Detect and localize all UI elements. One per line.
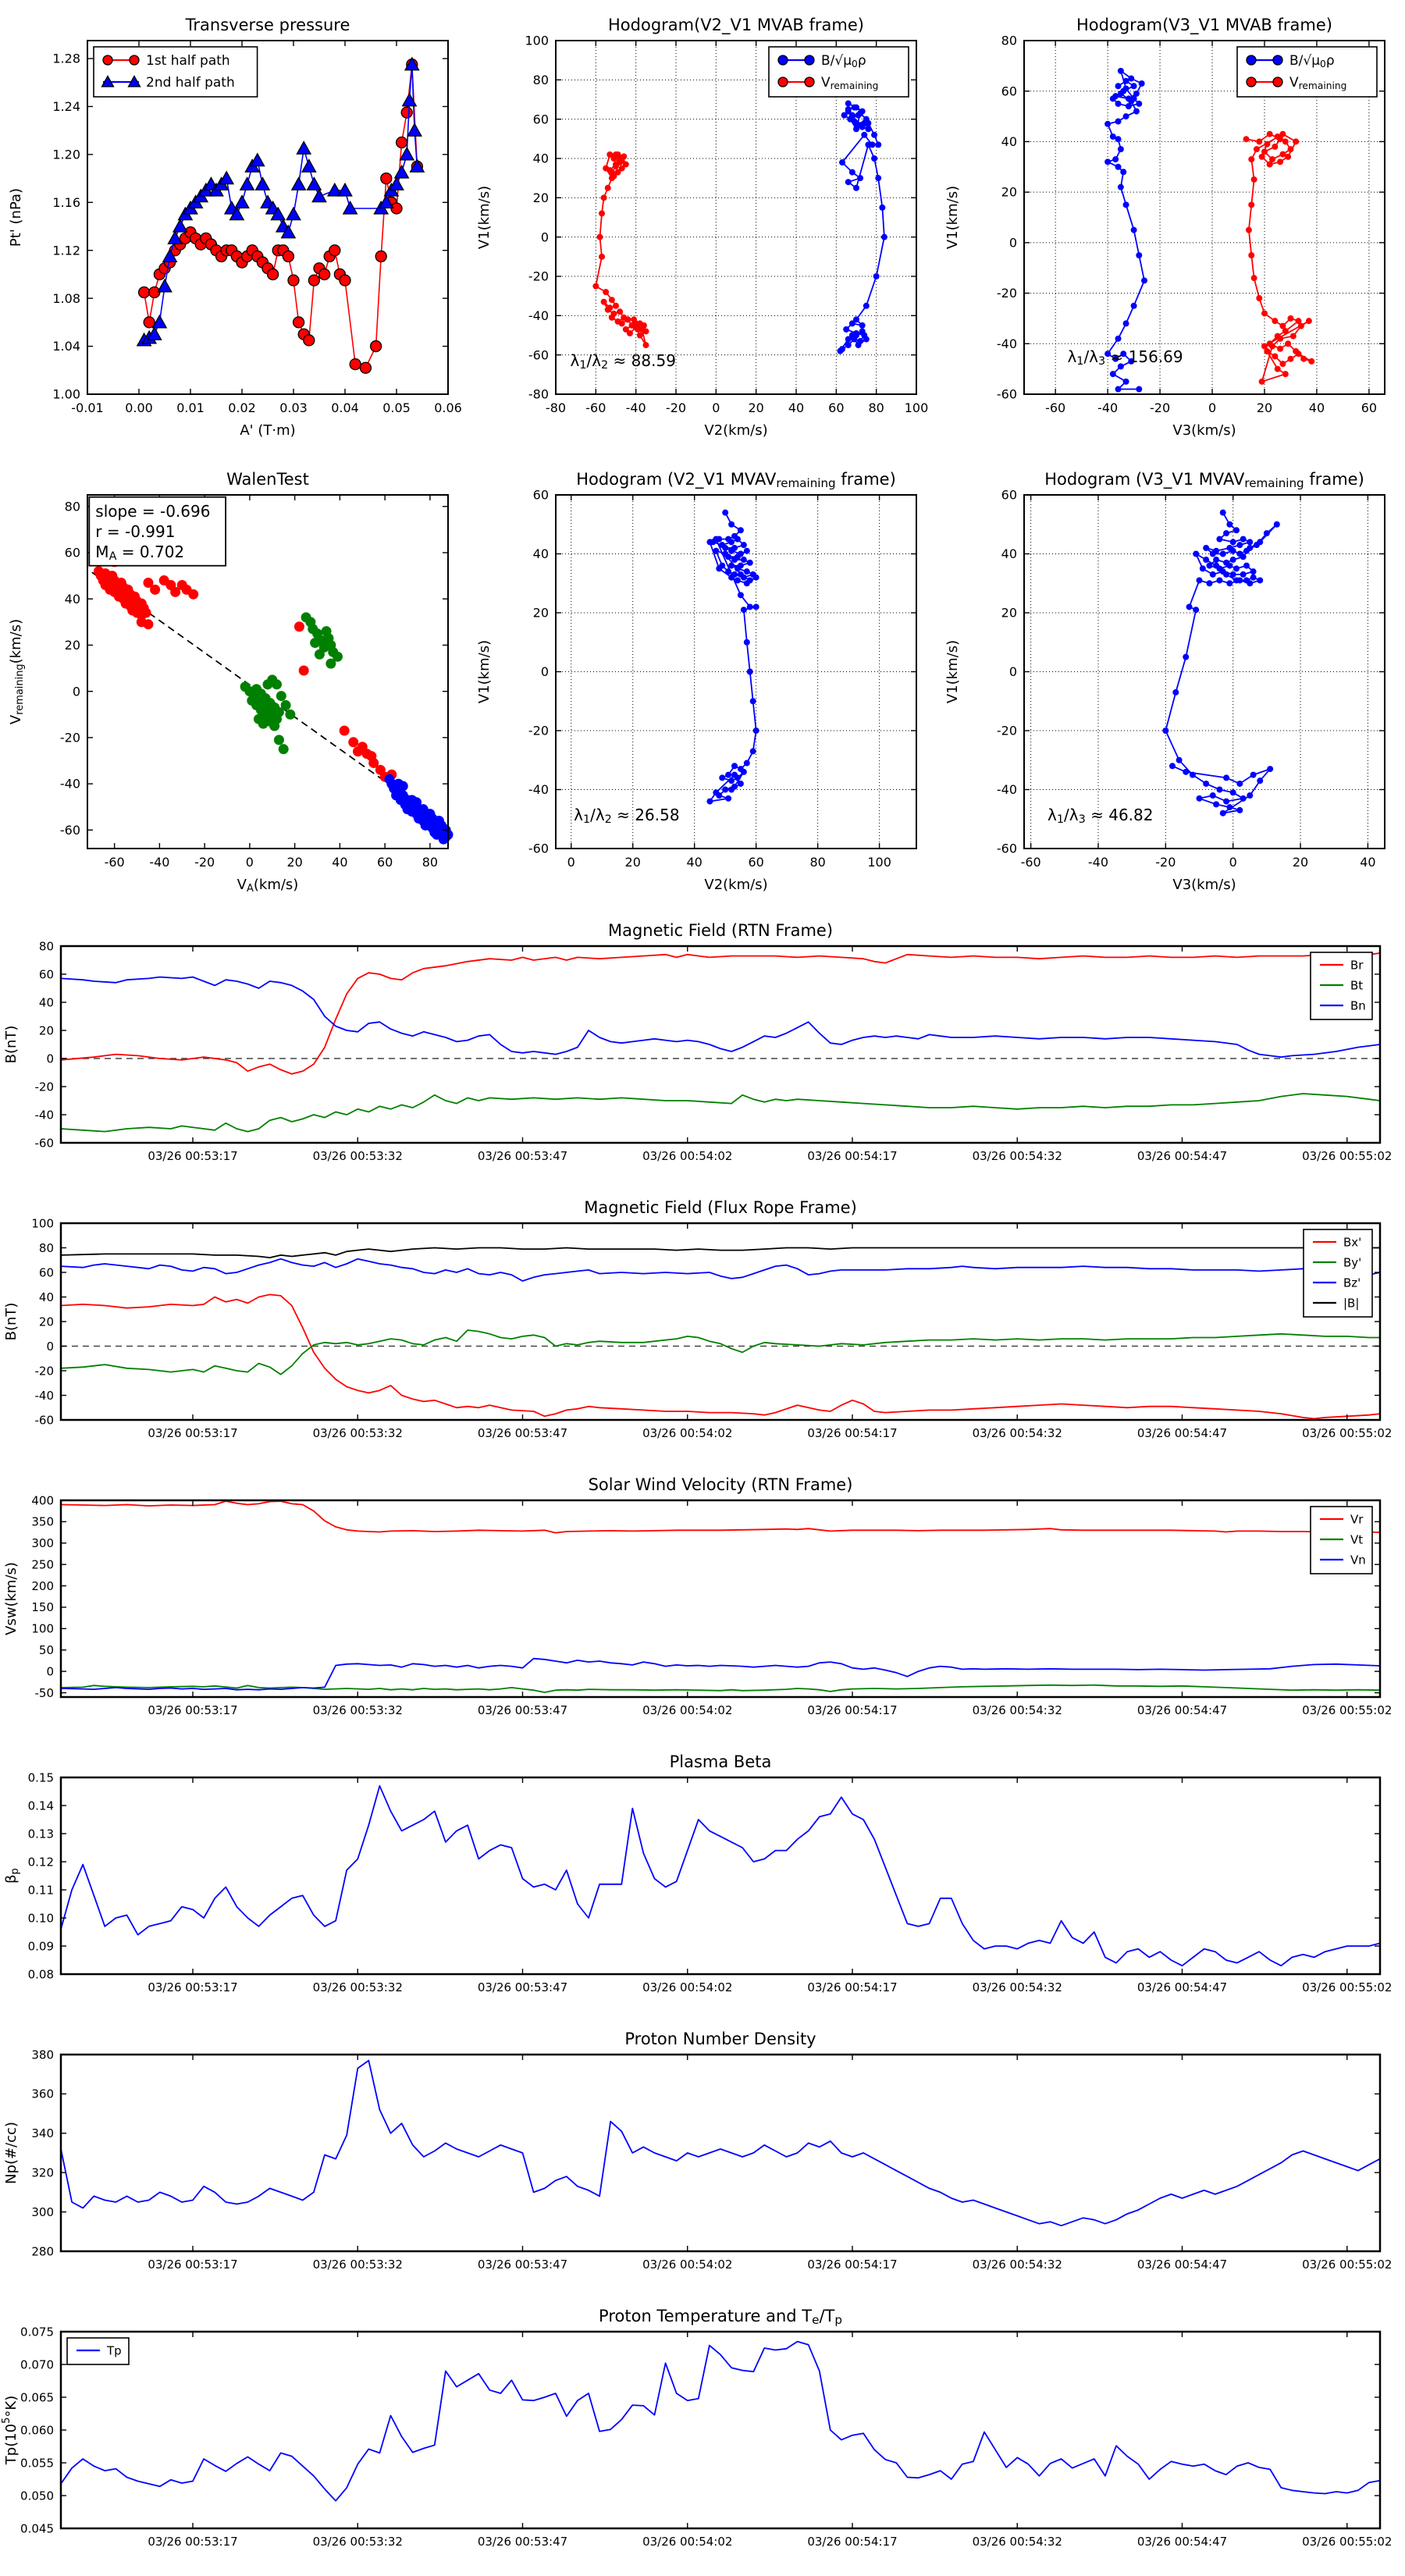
- svg-text:20: 20: [1001, 605, 1017, 621]
- svg-text:λ1/λ3 ≈ 46.82: λ1/λ3 ≈ 46.82: [1048, 805, 1154, 826]
- svg-text:60: 60: [38, 967, 54, 982]
- svg-text:-40: -40: [34, 1108, 54, 1123]
- svg-text:Proton Temperature and Te/Tp: Proton Temperature and Te/Tp: [599, 2307, 842, 2328]
- svg-text:2nd half path: 2nd half path: [146, 75, 235, 91]
- proton-density-chart: [0, 2017, 1405, 2294]
- svg-text:Vsw(km/s): Vsw(km/s): [3, 1562, 20, 1635]
- svg-text:-40: -40: [996, 782, 1017, 798]
- svg-text:0.14: 0.14: [27, 1799, 54, 1813]
- svg-text:-40: -40: [528, 308, 549, 323]
- svg-text:60: 60: [1001, 84, 1017, 99]
- svg-text:20: 20: [624, 855, 641, 870]
- svg-text:80: 80: [809, 855, 826, 870]
- svg-text:03/26 00:54:17: 03/26 00:54:17: [807, 1703, 898, 1717]
- proton-temperature-chart: [0, 2294, 1405, 2571]
- svg-text:20: 20: [748, 400, 764, 415]
- svg-text:0.15: 0.15: [27, 1770, 54, 1785]
- svg-text:-80: -80: [528, 386, 549, 402]
- svg-text:V3(km/s): V3(km/s): [1172, 422, 1236, 439]
- svg-text:|B|: |B|: [1343, 1296, 1360, 1311]
- svg-text:-20: -20: [996, 723, 1017, 738]
- svg-text:80: 80: [868, 400, 884, 415]
- svg-text:-40: -40: [59, 776, 80, 792]
- svg-text:V1(km/s): V1(km/s): [476, 639, 493, 704]
- svg-text:0: 0: [46, 1051, 54, 1066]
- hodogram-v2v1-mvav-chart: [468, 454, 937, 909]
- svg-text:-20: -20: [1150, 400, 1171, 415]
- svg-text:0.12: 0.12: [27, 1855, 54, 1870]
- svg-text:λ1/λ3 ≈ 156.69: λ1/λ3 ≈ 156.69: [1067, 347, 1183, 368]
- svg-text:0: 0: [46, 1339, 54, 1354]
- svg-text:03/26 00:53:32: 03/26 00:53:32: [312, 1980, 403, 1994]
- svg-text:0.06: 0.06: [434, 400, 462, 415]
- svg-text:03/26 00:54:47: 03/26 00:54:47: [1136, 1980, 1228, 1994]
- svg-text:-20: -20: [528, 269, 549, 284]
- svg-text:-60: -60: [34, 1136, 54, 1151]
- svg-text:03/26 00:53:17: 03/26 00:53:17: [148, 1149, 238, 1163]
- svg-text:03/26 00:53:17: 03/26 00:53:17: [148, 1980, 238, 1994]
- svg-text:350: 350: [31, 1514, 54, 1529]
- svg-text:Bx': Bx': [1343, 1235, 1362, 1250]
- svg-text:Bz': Bz': [1343, 1276, 1361, 1290]
- svg-text:-60: -60: [528, 841, 549, 856]
- svg-text:40: 40: [532, 546, 549, 562]
- plasma-beta-chart: [0, 1740, 1405, 2017]
- svg-text:V3(km/s): V3(km/s): [1172, 877, 1236, 893]
- svg-text:Bt: Bt: [1350, 978, 1364, 993]
- svg-text:03/26 00:53:47: 03/26 00:53:47: [477, 2258, 568, 2272]
- svg-text:03/26 00:55:02: 03/26 00:55:02: [1302, 1149, 1393, 1163]
- hodogram-v3v1-mvav-chart: [937, 454, 1405, 909]
- svg-text:-60: -60: [528, 347, 549, 363]
- svg-text:Transverse pressure: Transverse pressure: [185, 16, 350, 34]
- solar-wind-velocity-chart: [0, 1463, 1405, 1740]
- svg-text:Vn: Vn: [1350, 1553, 1366, 1567]
- magnetic-field-rtn-chart: [0, 909, 1405, 1186]
- svg-text:40: 40: [1001, 546, 1017, 562]
- svg-text:03/26 00:54:17: 03/26 00:54:17: [807, 1980, 898, 1994]
- svg-text:03/26 00:55:02: 03/26 00:55:02: [1302, 2258, 1393, 2272]
- svg-text:380: 380: [31, 2048, 54, 2062]
- svg-text:03/26 00:54:17: 03/26 00:54:17: [807, 2258, 898, 2272]
- svg-text:Plasma Beta: Plasma Beta: [669, 1752, 772, 1771]
- svg-text:250: 250: [31, 1557, 54, 1572]
- svg-text:03/26 00:53:32: 03/26 00:53:32: [312, 2258, 403, 2272]
- svg-text:Vremaining: Vremaining: [1289, 75, 1347, 91]
- svg-text:03/26 00:53:32: 03/26 00:53:32: [312, 2535, 403, 2549]
- svg-text:40: 40: [64, 591, 80, 607]
- svg-text:60: 60: [532, 487, 549, 503]
- svg-text:1.04: 1.04: [52, 339, 80, 354]
- svg-text:slope = -0.696: slope = -0.696: [95, 501, 211, 521]
- svg-text:20: 20: [1001, 184, 1017, 200]
- svg-text:20: 20: [1256, 400, 1273, 415]
- svg-text:V1(km/s): V1(km/s): [944, 185, 961, 250]
- svg-text:-40: -40: [1087, 855, 1109, 870]
- svg-text:B/√μ0ρ: B/√μ0ρ: [821, 53, 866, 69]
- svg-text:1.20: 1.20: [52, 147, 80, 162]
- svg-text:40: 40: [1001, 134, 1017, 150]
- svg-text:1.00: 1.00: [52, 386, 80, 402]
- svg-text:Hodogram(V3_V1 MVAB frame): Hodogram(V3_V1 MVAB frame): [1076, 16, 1332, 34]
- svg-text:20: 20: [532, 190, 549, 205]
- walen-test-chart: [0, 454, 468, 909]
- svg-text:-60: -60: [104, 855, 125, 870]
- svg-text:-60: -60: [996, 386, 1017, 402]
- svg-text:-60: -60: [585, 400, 606, 415]
- svg-text:03/26 00:53:32: 03/26 00:53:32: [312, 1426, 403, 1440]
- svg-text:0.01: 0.01: [176, 400, 205, 415]
- top-row-1: [0, 0, 1405, 454]
- svg-text:40: 40: [38, 1290, 54, 1304]
- svg-text:Vr: Vr: [1350, 1512, 1364, 1527]
- svg-text:-20: -20: [1155, 855, 1176, 870]
- svg-text:0.075: 0.075: [20, 2325, 54, 2339]
- svg-text:βp: βp: [3, 1868, 21, 1884]
- svg-text:60: 60: [64, 545, 80, 560]
- svg-text:0.02: 0.02: [228, 400, 256, 415]
- svg-text:03/26 00:54:17: 03/26 00:54:17: [807, 2535, 898, 2549]
- svg-text:200: 200: [31, 1578, 54, 1593]
- svg-text:Hodogram (V3_V1 MVAVremaining: Hodogram (V3_V1 MVAVremaining frame): [1044, 470, 1364, 491]
- svg-text:0: 0: [72, 684, 80, 699]
- svg-text:100: 100: [525, 33, 549, 48]
- svg-text:20: 20: [286, 855, 303, 870]
- svg-text:20: 20: [38, 1315, 54, 1329]
- svg-text:100: 100: [31, 1621, 54, 1636]
- svg-text:0.03: 0.03: [279, 400, 308, 415]
- svg-text:60: 60: [748, 855, 764, 870]
- svg-text:1.28: 1.28: [52, 51, 80, 66]
- svg-text:03/26 00:53:17: 03/26 00:53:17: [148, 2258, 238, 2272]
- svg-text:03/26 00:54:47: 03/26 00:54:47: [1136, 1149, 1228, 1163]
- svg-text:-20: -20: [996, 286, 1017, 301]
- svg-text:50: 50: [38, 1642, 54, 1657]
- svg-text:0.00: 0.00: [125, 400, 153, 415]
- svg-text:60: 60: [38, 1265, 54, 1280]
- svg-text:150: 150: [31, 1600, 54, 1615]
- svg-text:03/26 00:54:47: 03/26 00:54:47: [1136, 1426, 1228, 1440]
- svg-text:1st half path: 1st half path: [146, 53, 230, 69]
- svg-text:Magnetic Field (RTN Frame): Magnetic Field (RTN Frame): [607, 921, 834, 940]
- svg-text:-60: -60: [34, 1413, 54, 1428]
- svg-text:B(nT): B(nT): [3, 1302, 20, 1341]
- svg-text:V1(km/s): V1(km/s): [476, 185, 493, 250]
- svg-text:B/√μ0ρ: B/√μ0ρ: [1289, 53, 1335, 69]
- svg-text:0: 0: [1008, 664, 1017, 680]
- svg-text:0: 0: [1208, 400, 1217, 415]
- svg-text:-80: -80: [545, 400, 567, 415]
- svg-text:40: 40: [1308, 400, 1325, 415]
- svg-text:-50: -50: [34, 1685, 54, 1700]
- svg-text:Hodogram(V2_V1 MVAB frame): Hodogram(V2_V1 MVAB frame): [608, 16, 864, 34]
- svg-text:80: 80: [38, 939, 54, 954]
- svg-text:0.045: 0.045: [20, 2521, 54, 2536]
- svg-text:03/26 00:54:32: 03/26 00:54:32: [972, 1426, 1062, 1440]
- svg-text:V2(km/s): V2(km/s): [704, 422, 768, 439]
- svg-text:-20: -20: [665, 400, 687, 415]
- svg-text:Vremaining(km/s): Vremaining(km/s): [8, 618, 26, 725]
- svg-text:VA(km/s): VA(km/s): [237, 877, 299, 895]
- svg-text:03/26 00:55:02: 03/26 00:55:02: [1302, 1426, 1393, 1440]
- magnetic-field-flux-rope-chart: [0, 1186, 1405, 1463]
- svg-text:03/26 00:53:47: 03/26 00:53:47: [477, 1980, 568, 1994]
- svg-text:-40: -40: [528, 782, 549, 798]
- svg-text:40: 40: [532, 151, 549, 166]
- transverse-pressure-chart: [0, 0, 468, 454]
- svg-text:03/26 00:54:47: 03/26 00:54:47: [1136, 1703, 1228, 1717]
- svg-text:03/26 00:54:02: 03/26 00:54:02: [642, 2258, 733, 2272]
- svg-text:Br: Br: [1350, 958, 1364, 973]
- svg-text:0: 0: [540, 664, 549, 680]
- svg-text:-40: -40: [34, 1388, 54, 1403]
- svg-text:300: 300: [31, 1536, 54, 1551]
- svg-text:1.24: 1.24: [52, 99, 80, 115]
- svg-text:0: 0: [712, 400, 720, 415]
- svg-text:03/26 00:53:47: 03/26 00:53:47: [477, 1703, 568, 1717]
- svg-text:0: 0: [46, 1664, 54, 1679]
- svg-text:03/26 00:55:02: 03/26 00:55:02: [1302, 1980, 1393, 1994]
- svg-text:0.08: 0.08: [27, 1967, 54, 1982]
- svg-text:A' (T·m): A' (T·m): [240, 422, 296, 439]
- svg-text:40: 40: [788, 400, 805, 415]
- svg-text:100: 100: [867, 855, 891, 870]
- svg-text:0.11: 0.11: [27, 1883, 54, 1898]
- svg-text:V1(km/s): V1(km/s): [944, 639, 961, 704]
- svg-text:03/26 00:54:32: 03/26 00:54:32: [972, 1149, 1062, 1163]
- svg-text:280: 280: [31, 2244, 54, 2259]
- svg-text:0.04: 0.04: [331, 400, 359, 415]
- svg-text:-20: -20: [34, 1080, 54, 1094]
- svg-text:-20: -20: [528, 723, 549, 738]
- svg-text:0.065: 0.065: [20, 2390, 54, 2405]
- svg-text:80: 80: [38, 1240, 54, 1255]
- svg-text:03/26 00:53:17: 03/26 00:53:17: [148, 1426, 238, 1440]
- svg-text:0: 0: [567, 855, 575, 870]
- svg-text:60: 60: [532, 112, 549, 127]
- svg-text:360: 360: [31, 2087, 54, 2101]
- svg-text:80: 80: [422, 855, 439, 870]
- svg-text:Tp: Tp: [107, 2343, 122, 2358]
- svg-text:03/26 00:53:17: 03/26 00:53:17: [148, 2535, 238, 2549]
- svg-text:400: 400: [31, 1493, 54, 1508]
- svg-text:03/26 00:54:02: 03/26 00:54:02: [642, 1149, 733, 1163]
- svg-text:03/26 00:54:47: 03/26 00:54:47: [1136, 2535, 1228, 2549]
- svg-text:Solar Wind Velocity (RTN Frame: Solar Wind Velocity (RTN Frame): [588, 1475, 853, 1494]
- svg-text:0.050: 0.050: [20, 2489, 54, 2503]
- svg-text:r = -0.991: r = -0.991: [95, 521, 176, 541]
- svg-text:-40: -40: [149, 855, 170, 870]
- svg-text:03/26 00:53:17: 03/26 00:53:17: [148, 1703, 238, 1717]
- svg-text:Proton Number Density: Proton Number Density: [624, 2030, 816, 2048]
- svg-text:0: 0: [1229, 855, 1237, 870]
- svg-text:-40: -40: [996, 336, 1017, 351]
- svg-text:-20: -20: [59, 730, 80, 745]
- svg-text:0: 0: [1008, 235, 1017, 251]
- hodogram-v3v1-mvab-chart: [937, 0, 1405, 454]
- svg-text:λ1/λ2 ≈ 88.59: λ1/λ2 ≈ 88.59: [570, 350, 676, 372]
- svg-text:0.13: 0.13: [27, 1827, 54, 1841]
- svg-text:80: 80: [64, 499, 80, 514]
- svg-text:V2(km/s): V2(km/s): [704, 877, 768, 893]
- svg-text:1.16: 1.16: [52, 194, 80, 210]
- svg-text:-60: -60: [996, 841, 1017, 856]
- svg-text:-60: -60: [1020, 855, 1041, 870]
- svg-text:20: 20: [532, 605, 549, 621]
- svg-text:80: 80: [532, 72, 549, 87]
- svg-text:03/26 00:54:17: 03/26 00:54:17: [807, 1149, 898, 1163]
- svg-text:20: 20: [38, 1023, 54, 1038]
- svg-text:0.070: 0.070: [20, 2357, 54, 2372]
- svg-text:300: 300: [31, 2204, 54, 2219]
- svg-text:0: 0: [540, 229, 549, 245]
- svg-text:λ1/λ2 ≈ 26.58: λ1/λ2 ≈ 26.58: [574, 805, 680, 826]
- svg-text:0.05: 0.05: [382, 400, 411, 415]
- svg-text:0.09: 0.09: [27, 1939, 54, 1954]
- svg-text:By': By': [1343, 1255, 1362, 1270]
- svg-text:20: 20: [1292, 855, 1309, 870]
- svg-text:03/26 00:53:32: 03/26 00:53:32: [312, 1703, 403, 1717]
- svg-text:03/26 00:54:02: 03/26 00:54:02: [642, 1703, 733, 1717]
- svg-text:-40: -40: [1097, 400, 1119, 415]
- svg-text:03/26 00:53:47: 03/26 00:53:47: [477, 1149, 568, 1163]
- top-row-2: [0, 454, 1405, 909]
- svg-text:-20: -20: [194, 855, 215, 870]
- svg-text:03/26 00:53:32: 03/26 00:53:32: [312, 1149, 403, 1163]
- svg-text:03/26 00:53:47: 03/26 00:53:47: [477, 2535, 568, 2549]
- svg-text:0.10: 0.10: [27, 1911, 54, 1926]
- svg-text:Magnetic Field (Flux Rope Fram: Magnetic Field (Flux Rope Frame): [584, 1198, 857, 1217]
- svg-text:60: 60: [1361, 400, 1378, 415]
- hodogram-v2v1-mvab-chart: [468, 0, 937, 454]
- svg-text:Tp(105°K): Tp(105°K): [1, 2395, 20, 2465]
- svg-text:Vt: Vt: [1350, 1532, 1364, 1547]
- svg-text:100: 100: [904, 400, 929, 415]
- svg-text:WalenTest: WalenTest: [226, 470, 309, 489]
- svg-text:-60: -60: [59, 822, 80, 838]
- svg-text:03/26 00:55:02: 03/26 00:55:02: [1302, 2535, 1393, 2549]
- svg-text:Vremaining: Vremaining: [821, 75, 879, 91]
- svg-text:-60: -60: [1045, 400, 1066, 415]
- svg-text:03/26 00:54:32: 03/26 00:54:32: [972, 2258, 1062, 2272]
- svg-text:0.060: 0.060: [20, 2423, 54, 2438]
- svg-text:0.055: 0.055: [20, 2456, 54, 2471]
- svg-text:B(nT): B(nT): [3, 1025, 20, 1064]
- svg-text:340: 340: [31, 2126, 54, 2141]
- svg-text:-0.01: -0.01: [71, 400, 104, 415]
- svg-text:Hodogram (V2_V1 MVAVremaining: Hodogram (V2_V1 MVAVremaining frame): [576, 470, 896, 491]
- svg-text:100: 100: [31, 1216, 54, 1231]
- svg-text:-20: -20: [34, 1364, 54, 1379]
- svg-text:MA = 0.702: MA = 0.702: [95, 542, 185, 563]
- svg-text:03/26 00:54:02: 03/26 00:54:02: [642, 2535, 733, 2549]
- svg-text:03/26 00:54:32: 03/26 00:54:32: [972, 1980, 1062, 1994]
- svg-text:320: 320: [31, 2165, 54, 2180]
- svg-text:40: 40: [38, 995, 54, 1010]
- svg-text:Pt' (nPa): Pt' (nPa): [8, 187, 24, 247]
- svg-text:-40: -40: [625, 400, 646, 415]
- svg-text:60: 60: [1001, 487, 1017, 503]
- svg-text:Bn: Bn: [1350, 998, 1366, 1013]
- svg-text:Np(#/cc): Np(#/cc): [3, 2122, 20, 2184]
- svg-text:03/26 00:53:47: 03/26 00:53:47: [477, 1426, 568, 1440]
- svg-text:0: 0: [245, 855, 254, 870]
- svg-text:80: 80: [1001, 33, 1017, 48]
- svg-text:03/26 00:54:32: 03/26 00:54:32: [972, 2535, 1062, 2549]
- svg-text:03/26 00:55:02: 03/26 00:55:02: [1302, 1703, 1393, 1717]
- svg-text:1.08: 1.08: [52, 290, 80, 306]
- svg-text:03/26 00:54:02: 03/26 00:54:02: [642, 1426, 733, 1440]
- svg-text:03/26 00:54:02: 03/26 00:54:02: [642, 1980, 733, 1994]
- svg-text:03/26 00:54:17: 03/26 00:54:17: [807, 1426, 898, 1440]
- svg-text:40: 40: [1360, 855, 1376, 870]
- svg-text:60: 60: [828, 400, 845, 415]
- svg-text:20: 20: [64, 638, 80, 653]
- svg-text:40: 40: [332, 855, 348, 870]
- svg-text:03/26 00:54:32: 03/26 00:54:32: [972, 1703, 1062, 1717]
- svg-text:60: 60: [376, 855, 393, 870]
- svg-text:03/26 00:54:47: 03/26 00:54:47: [1136, 2258, 1228, 2272]
- svg-text:1.12: 1.12: [52, 243, 80, 258]
- svg-text:40: 40: [686, 855, 702, 870]
